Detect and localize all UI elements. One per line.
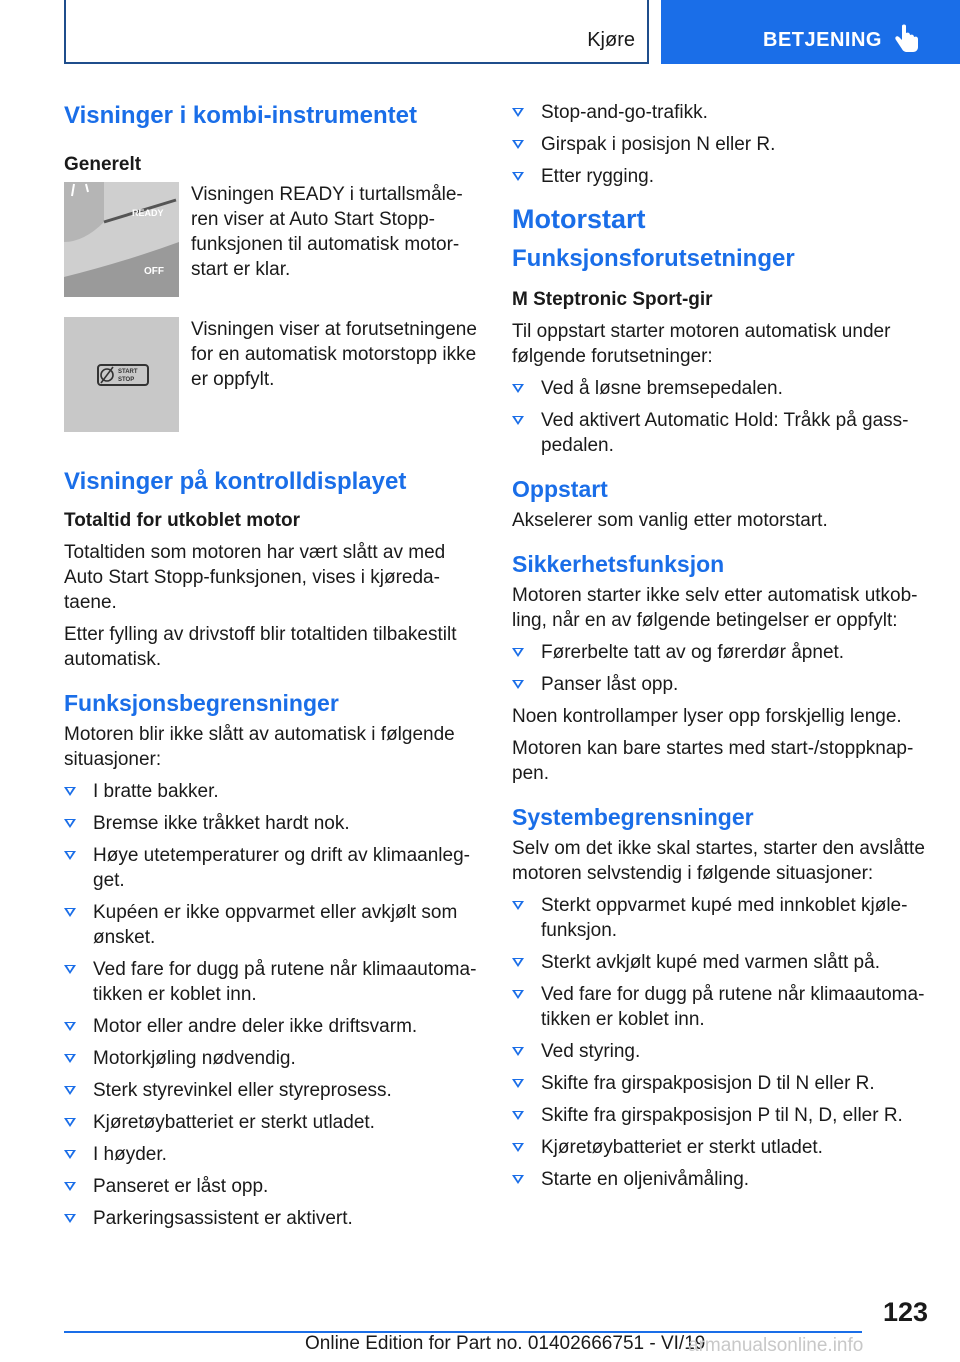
startstop-description: Visningen viser at forutsetningene for en automatisk motorstopp ikke er oppfylt. <box>191 319 477 390</box>
watermark-text: armanualsonline.info <box>688 1335 864 1356</box>
list-item: Skifte fra girspakposisjon P til N, D, eller R. <box>512 1103 927 1128</box>
triangle-bullet-icon <box>512 108 524 117</box>
subheading-steptronic: M Steptronic Sport-gir <box>512 289 713 310</box>
triangle-bullet-icon <box>64 1118 76 1127</box>
list-item: Ved fare for dugg på rutene når klimaautoma-tikken er koblet inn. <box>64 957 482 1007</box>
steptronic-intro: Til oppstart starter motoren automatisk under følgende forutsetninger: <box>512 321 891 367</box>
sikkerhet-paragraph: Motoren starter ikke selv etter automatisk utkob-ling, når en av følgende betingelser er oppfylt: <box>512 585 918 631</box>
steptronic-list <box>512 376 927 458</box>
list-item: Høye utetemperaturer og drift av klimaanleg-get. <box>64 843 482 893</box>
header-section-box <box>64 0 649 64</box>
triangle-bullet-icon <box>64 787 76 796</box>
figure-startstop <box>64 317 482 432</box>
triangle-bullet-icon <box>512 648 524 657</box>
list-item: Kupéen er ikke oppvarmet eller avkjølt som ønsket. <box>64 900 482 950</box>
triangle-bullet-icon <box>64 851 76 860</box>
header-chapter-label: BETJENING <box>763 29 882 51</box>
left-column <box>64 100 482 1238</box>
list-item: Kjøretøybatteriet er sterkt utladet. <box>512 1135 927 1160</box>
list-item: Panseret er låst opp. <box>64 1174 482 1199</box>
list-item: Etter rygging. <box>512 164 927 189</box>
ready-indicator-text: READY <box>132 208 164 218</box>
list-item: Kjøretøybatteriet er sterkt utladet. <box>64 1110 482 1135</box>
heading-funksjonsforutsetninger: Funksjonsforutsetninger <box>512 245 795 272</box>
list-item: Panser låst opp. <box>512 672 927 697</box>
subheading-generelt: Generelt <box>64 154 142 175</box>
triangle-bullet-icon <box>512 140 524 149</box>
heading-kontrolldisplay: Visninger på kontrolldisplayet <box>64 468 407 495</box>
svg-text:STOP: STOP <box>118 377 135 383</box>
list-item: Motorkjøling nødvendig. <box>64 1046 482 1071</box>
list-item: I bratte bakker. <box>64 779 482 804</box>
triangle-bullet-icon <box>64 1054 76 1063</box>
sikkerhet-paragraph-3: Motoren kan bare startes med start-/stoppknap-pen. <box>512 738 914 784</box>
figure-ready <box>64 182 482 297</box>
header-chapter-box <box>661 0 960 64</box>
pointing-hand-icon <box>893 24 921 54</box>
heading-systembegrensninger: Systembegrensninger <box>512 804 754 830</box>
heading-kombi: Visninger i kombi-instrumentet <box>64 102 417 129</box>
list-item: Girspak i posisjon N eller R. <box>512 132 927 157</box>
triangle-bullet-icon <box>512 990 524 999</box>
edition-text: Online Edition for Part no. 01402666751 - VI/19 <box>305 1333 706 1354</box>
list-item: Skifte fra girspakposisjon D til N eller R. <box>512 1071 927 1096</box>
triangle-bullet-icon <box>64 819 76 828</box>
triangle-bullet-icon <box>64 965 76 974</box>
right-column <box>512 100 927 1199</box>
system-list <box>512 893 927 1192</box>
triangle-bullet-icon <box>512 384 524 393</box>
list-item: Førerbelte tatt av og førerdør åpnet. <box>512 640 927 665</box>
list-item: Motor eller andre deler ikke driftsvarm. <box>64 1014 482 1039</box>
triangle-bullet-icon <box>64 1214 76 1223</box>
sikkerhet-paragraph-2: Noen kontrollamper lyser opp forskjellig lenge. <box>512 706 902 727</box>
ready-display-image <box>64 182 179 297</box>
triangle-bullet-icon <box>512 1079 524 1088</box>
header-section-label: Kjøre <box>587 29 635 51</box>
triangle-bullet-icon <box>64 908 76 917</box>
list-item: Sterkt oppvarmet kupé med innkoblet kjøle-funksjon. <box>512 893 927 943</box>
totaltid-paragraph-1: Totaltiden som motoren har vært slått av med Auto Start Stopp-funksjonen, vises i kjøreda-taene. <box>64 542 446 613</box>
triangle-bullet-icon <box>64 1182 76 1191</box>
list-item: Parkeringsassistent er aktivert. <box>64 1206 482 1231</box>
list-item: Stop-and-go-trafikk. <box>512 100 927 125</box>
triangle-bullet-icon <box>512 901 524 910</box>
begrensninger-list <box>64 779 482 1231</box>
begrensninger-intro: Motoren blir ikke slått av automatisk i følgende situasjoner: <box>64 724 455 770</box>
list-item: Ved å løsne bremsepedalen. <box>512 376 927 401</box>
triangle-bullet-icon <box>512 1143 524 1152</box>
totaltid-paragraph-2: Etter fylling av drivstoff blir totaltiden tilbakestilt automatisk. <box>64 624 457 670</box>
list-item: Ved fare for dugg på rutene når klimaautoma-tikken er koblet inn. <box>512 982 927 1032</box>
triangle-bullet-icon <box>64 1150 76 1159</box>
triangle-bullet-icon <box>512 172 524 181</box>
triangle-bullet-icon <box>512 1111 524 1120</box>
list-item: Ved styring. <box>512 1039 927 1064</box>
triangle-bullet-icon <box>512 680 524 689</box>
heading-funksjonsbegrensninger: Funksjonsbegrensninger <box>64 690 339 716</box>
triangle-bullet-icon <box>64 1086 76 1095</box>
tachometer-illustration <box>64 182 179 297</box>
off-indicator-text: OFF <box>144 266 164 277</box>
triangle-bullet-icon <box>512 416 524 425</box>
startstop-indicator-image <box>64 317 179 432</box>
heading-oppstart: Oppstart <box>512 476 608 502</box>
svg-text:START: START <box>118 369 138 375</box>
list-item: Sterkt avkjølt kupé med varmen slått på. <box>512 950 927 975</box>
triangle-bullet-icon <box>512 1047 524 1056</box>
triangle-bullet-icon <box>64 1022 76 1031</box>
subheading-totaltid: Totaltid for utkoblet motor <box>64 510 301 531</box>
system-paragraph: Selv om det ikke skal startes, starter den avslåtte motoren selvstendig i følgende situasjoner: <box>512 838 925 884</box>
ready-description: Visningen READY i turtallsmåle-ren viser at Auto Start Stopp-funksjonen til automatisk motor-start er klar. <box>191 184 463 280</box>
list-item: Starte en oljenivåmåling. <box>512 1167 927 1192</box>
heading-sikkerhetsfunksjon: Sikkerhetsfunksjon <box>512 551 725 577</box>
oppstart-paragraph: Akselerer som vanlig etter motorstart. <box>512 510 828 531</box>
list-item: Ved aktivert Automatic Hold: Tråkk på gass-pedalen. <box>512 408 927 458</box>
list-item: Sterk styrevinkel eller styreprosess. <box>64 1078 482 1103</box>
page-number: 123 <box>882 1297 928 1327</box>
continued-list <box>512 100 927 189</box>
triangle-bullet-icon <box>512 958 524 967</box>
start-stop-icon <box>64 317 179 432</box>
triangle-bullet-icon <box>512 1175 524 1184</box>
heading-motorstart: Motorstart <box>512 204 646 234</box>
list-item: I høyder. <box>64 1142 482 1167</box>
list-item: Bremse ikke tråkket hardt nok. <box>64 811 482 836</box>
sikkerhet-list <box>512 640 927 697</box>
